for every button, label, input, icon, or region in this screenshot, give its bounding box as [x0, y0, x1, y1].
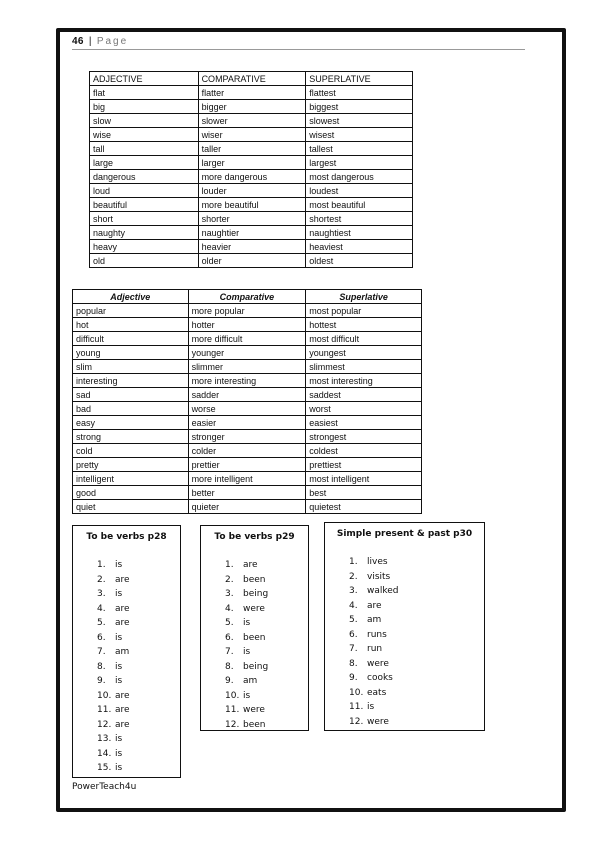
table-cell: naughtier	[198, 226, 306, 240]
table-cell: tallest	[306, 142, 413, 156]
list-item	[225, 660, 308, 675]
item-number: 4.	[97, 603, 106, 614]
item-number: 10.	[97, 690, 112, 701]
table-cell: shortest	[306, 212, 413, 226]
list-item	[225, 558, 308, 573]
item-answer: been	[243, 632, 266, 643]
table-row	[90, 156, 413, 170]
item-answer: is	[115, 661, 123, 672]
item-answer: were	[367, 658, 389, 669]
table-cell: louder	[198, 184, 306, 198]
table-row	[73, 500, 422, 514]
list-item	[349, 686, 484, 701]
list-item	[225, 616, 308, 631]
item-answer: are	[115, 618, 130, 628]
item-answer: eats	[367, 687, 387, 698]
table-cell: worst	[306, 402, 422, 416]
table-row	[73, 318, 422, 332]
item-number: 5.	[225, 618, 234, 628]
list-item	[349, 628, 484, 643]
item-answer: is	[367, 702, 375, 712]
table-row	[73, 332, 422, 346]
item-number: 11.	[349, 702, 364, 712]
list-item	[225, 587, 308, 602]
list-item	[349, 599, 484, 614]
table-cell: wisest	[306, 128, 413, 142]
table-cell: best	[306, 486, 422, 500]
list-item	[97, 602, 180, 617]
table-cell: heavy	[90, 240, 199, 254]
table-cell: interesting	[73, 374, 189, 388]
table-cell: tall	[90, 142, 199, 156]
table-cell: easiest	[306, 416, 422, 430]
list-item	[97, 689, 180, 704]
table-row	[73, 486, 422, 500]
table-cell: naughty	[90, 226, 199, 240]
table-cell: bad	[73, 402, 189, 416]
table-row	[73, 346, 422, 360]
list-item	[97, 573, 180, 588]
table-cell: heaviest	[306, 240, 413, 254]
item-number: 14.	[97, 748, 112, 759]
table-row	[73, 472, 422, 486]
item-answer: are	[367, 600, 382, 611]
list-item	[349, 642, 484, 657]
list-item	[349, 555, 484, 570]
item-number: 6.	[97, 632, 106, 643]
table-cell: hotter	[188, 318, 306, 332]
table-row	[90, 254, 413, 268]
answer-box-to-be-verbs-p28	[72, 525, 181, 778]
column-header: COMPARATIVE	[198, 72, 306, 86]
table-cell: heavier	[198, 240, 306, 254]
item-answer: are	[115, 719, 130, 730]
table-cell: slim	[73, 360, 189, 374]
item-answer: is	[115, 632, 123, 643]
item-answer: am	[115, 647, 130, 657]
item-number: 11.	[225, 705, 240, 715]
item-number: 1.	[349, 557, 358, 567]
table-row	[90, 86, 413, 100]
table-cell: hottest	[306, 318, 422, 332]
table-cell: stronger	[188, 430, 306, 444]
table-row	[73, 416, 422, 430]
table-cell: more beautiful	[198, 198, 306, 212]
table-cell: most interesting	[306, 374, 422, 388]
table-cell: more difficult	[188, 332, 306, 346]
table-cell: taller	[198, 142, 306, 156]
table-cell: slimmer	[188, 360, 306, 374]
table-cell: loud	[90, 184, 199, 198]
list-item	[225, 631, 308, 646]
table-cell: pretty	[73, 458, 189, 472]
item-answer: is	[243, 690, 251, 701]
table-cell: dangerous	[90, 170, 199, 184]
list-item	[97, 631, 180, 646]
table-cell: easier	[188, 416, 306, 430]
page-number: 46	[72, 36, 84, 47]
table-row	[73, 374, 422, 388]
item-number: 5.	[97, 618, 106, 628]
table-cell: quietest	[306, 500, 422, 514]
table-row	[90, 170, 413, 184]
item-number: 8.	[349, 658, 358, 669]
item-answer: am	[367, 615, 382, 625]
item-number: 10.	[225, 690, 240, 701]
adjective-table-2	[72, 289, 422, 514]
table-cell: slowest	[306, 114, 413, 128]
item-answer: are	[115, 690, 130, 701]
item-answer: am	[243, 676, 258, 686]
table-cell: strongest	[306, 430, 422, 444]
table-row	[90, 240, 413, 254]
table-cell: intelligent	[73, 472, 189, 486]
item-answer: is	[115, 748, 123, 759]
item-number: 12.	[225, 719, 240, 730]
item-number: 3.	[97, 589, 106, 599]
table-cell: loudest	[306, 184, 413, 198]
item-answer: is	[115, 560, 123, 570]
table-cell: young	[73, 346, 189, 360]
list-item	[97, 558, 180, 573]
item-answer: run	[367, 644, 383, 654]
table-cell: coldest	[306, 444, 422, 458]
item-answer: been	[243, 719, 266, 730]
item-answer: is	[115, 589, 123, 599]
table-cell: shorter	[198, 212, 306, 226]
table-cell: more intelligent	[188, 472, 306, 486]
table-row	[90, 142, 413, 156]
list-item	[97, 587, 180, 602]
table-cell: flatter	[198, 86, 306, 100]
list-item	[349, 613, 484, 628]
table-cell: younger	[188, 346, 306, 360]
table-cell: wise	[90, 128, 199, 142]
item-number: 2.	[97, 574, 106, 585]
list-item	[349, 570, 484, 585]
table-cell: flattest	[306, 86, 413, 100]
table-cell: old	[90, 254, 199, 268]
table-header-row	[90, 72, 413, 86]
table-cell: slow	[90, 114, 199, 128]
list-item	[97, 674, 180, 689]
item-answer: being	[243, 589, 269, 599]
table-cell: difficult	[73, 332, 189, 346]
item-number: 12.	[349, 716, 364, 727]
item-answer: are	[243, 560, 258, 570]
answer-box-title: To be verbs p29	[214, 532, 295, 542]
list-item	[225, 718, 308, 733]
table-cell: more dangerous	[198, 170, 306, 184]
table-cell: flat	[90, 86, 199, 100]
item-answer: been	[243, 574, 266, 585]
answer-box-to-be-verbs-p29	[200, 525, 309, 731]
table-cell: most intelligent	[306, 472, 422, 486]
item-answer: are	[115, 574, 130, 585]
table-cell: large	[90, 156, 199, 170]
table-cell: short	[90, 212, 199, 226]
item-number: 2.	[349, 571, 358, 582]
item-number: 9.	[225, 676, 234, 686]
item-answer: were	[367, 716, 389, 727]
item-number: 6.	[225, 632, 234, 643]
item-number: 3.	[225, 589, 234, 599]
table-cell: naughtiest	[306, 226, 413, 240]
table-cell: quieter	[188, 500, 306, 514]
item-answer: were	[243, 705, 265, 715]
table-row	[90, 226, 413, 240]
table-cell: cold	[73, 444, 189, 458]
table-cell: beautiful	[90, 198, 199, 212]
table-cell: biggest	[306, 100, 413, 114]
table-cell: saddest	[306, 388, 422, 402]
answer-box-title: Simple present & past p30	[336, 529, 473, 539]
answer-list	[97, 558, 180, 776]
item-answer: lives	[367, 557, 388, 567]
item-answer: being	[243, 661, 269, 672]
column-header: Comparative	[188, 290, 306, 304]
table-cell: popular	[73, 304, 189, 318]
item-number: 12.	[97, 719, 112, 730]
table-row	[73, 444, 422, 458]
item-number: 15.	[97, 763, 112, 773]
list-item	[349, 584, 484, 599]
table-cell: more interesting	[188, 374, 306, 388]
list-item	[225, 689, 308, 704]
item-number: 1.	[97, 560, 106, 570]
column-header: Adjective	[73, 290, 189, 304]
list-item	[97, 660, 180, 675]
header-rule	[72, 49, 525, 50]
list-item	[97, 732, 180, 747]
table-cell: colder	[188, 444, 306, 458]
table-cell: big	[90, 100, 199, 114]
item-answer: is	[243, 647, 251, 657]
adjective-table-1	[89, 71, 413, 268]
table-row	[73, 388, 422, 402]
table-row	[90, 198, 413, 212]
item-number: 9.	[97, 676, 106, 686]
table-cell: oldest	[306, 254, 413, 268]
table-cell: sadder	[188, 388, 306, 402]
table-row	[73, 430, 422, 444]
table-cell: slower	[198, 114, 306, 128]
item-answer: is	[115, 734, 123, 744]
item-number: 7.	[97, 647, 106, 657]
table-cell: good	[73, 486, 189, 500]
footer-brand: PowerTeach4u	[72, 782, 137, 792]
list-item	[97, 703, 180, 718]
answer-box-simple-present-past-p30	[324, 522, 485, 731]
list-item	[225, 573, 308, 588]
item-number: 8.	[225, 661, 234, 672]
table-cell: slimmest	[306, 360, 422, 374]
answer-list	[349, 555, 484, 729]
item-number: 3.	[349, 586, 358, 596]
item-number: 7.	[225, 647, 234, 657]
page-separator: |	[88, 36, 92, 47]
table-cell: more popular	[188, 304, 306, 318]
table-row	[90, 100, 413, 114]
table-cell: largest	[306, 156, 413, 170]
answer-list	[225, 558, 308, 732]
item-answer: is	[115, 763, 123, 773]
table-row	[90, 128, 413, 142]
item-number: 4.	[225, 603, 234, 614]
list-item	[225, 645, 308, 660]
table-cell: youngest	[306, 346, 422, 360]
table-cell: strong	[73, 430, 189, 444]
list-item	[349, 671, 484, 686]
table-cell: worse	[188, 402, 306, 416]
list-item	[349, 715, 484, 730]
item-number: 6.	[349, 629, 358, 640]
list-item	[225, 674, 308, 689]
list-item	[97, 645, 180, 660]
table-row	[90, 212, 413, 226]
item-answer: are	[115, 705, 130, 715]
item-number: 8.	[97, 661, 106, 672]
item-number: 7.	[349, 644, 358, 654]
column-header: SUPERLATIVE	[306, 72, 413, 86]
list-item	[225, 703, 308, 718]
table-cell: prettiest	[306, 458, 422, 472]
list-item	[225, 602, 308, 617]
column-header: Superlative	[306, 290, 422, 304]
list-item	[97, 761, 180, 776]
answer-box-title: To be verbs p28	[86, 532, 167, 542]
list-item	[97, 616, 180, 631]
table-cell: better	[188, 486, 306, 500]
table-cell: wiser	[198, 128, 306, 142]
table-cell: easy	[73, 416, 189, 430]
list-item	[349, 700, 484, 715]
list-item	[97, 718, 180, 733]
table-cell: most popular	[306, 304, 422, 318]
table-row	[90, 114, 413, 128]
table-row	[73, 304, 422, 318]
item-answer: walked	[367, 586, 399, 596]
table-row	[90, 184, 413, 198]
item-number: 9.	[349, 673, 358, 683]
item-number: 1.	[225, 560, 234, 570]
item-answer: visits	[367, 571, 391, 582]
list-item	[97, 747, 180, 762]
table-row	[73, 360, 422, 374]
table-cell: prettier	[188, 458, 306, 472]
item-answer: is	[243, 618, 251, 628]
table-cell: hot	[73, 318, 189, 332]
item-number: 13.	[97, 734, 112, 744]
table-cell: most dangerous	[306, 170, 413, 184]
item-answer: were	[243, 603, 265, 614]
item-number: 10.	[349, 687, 364, 698]
table-cell: most beautiful	[306, 198, 413, 212]
item-answer: are	[115, 603, 130, 614]
table-row	[73, 402, 422, 416]
item-number: 5.	[349, 615, 358, 625]
column-header: ADJECTIVE	[90, 72, 199, 86]
page-word: Page	[96, 36, 129, 47]
table-header-row	[73, 290, 422, 304]
item-number: 11.	[97, 705, 112, 715]
item-number: 2.	[225, 574, 234, 585]
list-item	[349, 657, 484, 672]
item-answer: cooks	[367, 673, 393, 683]
page-header	[72, 36, 128, 47]
item-answer: runs	[367, 629, 387, 640]
table-cell: bigger	[198, 100, 306, 114]
table-cell: sad	[73, 388, 189, 402]
item-number: 4.	[349, 600, 358, 611]
item-answer: is	[115, 676, 123, 686]
table-cell: quiet	[73, 500, 189, 514]
table-cell: most difficult	[306, 332, 422, 346]
table-row	[73, 458, 422, 472]
table-cell: larger	[198, 156, 306, 170]
table-cell: older	[198, 254, 306, 268]
